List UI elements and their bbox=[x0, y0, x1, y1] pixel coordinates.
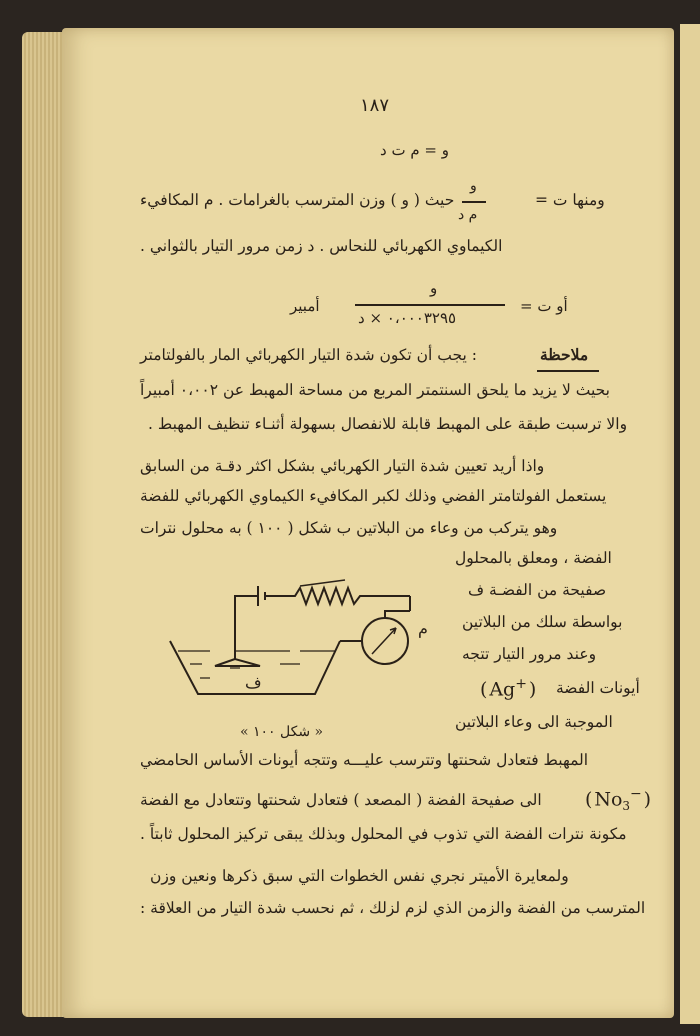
side-text-line-4: وعند مرور التيار تتجه bbox=[462, 645, 597, 663]
equation-2-denominator: ٠،٠٠٠٣٢٩٥ × د bbox=[358, 309, 457, 327]
paragraph-2-line-1: واذا أريد تعيين شدة التيار الكهربائي بشكل اكثر دقـة من السابق bbox=[140, 457, 545, 475]
wire-left bbox=[235, 596, 258, 636]
equation-1: و = م ت د bbox=[380, 141, 449, 159]
nitrate-ion-formula: ( $No_3^-$ ) bbox=[585, 786, 652, 814]
silver-ion-symbol: Ag bbox=[489, 678, 516, 701]
page-number: ١٨٧ bbox=[360, 95, 390, 116]
silver-ion-formula: ( Ag+ ) bbox=[480, 676, 537, 701]
nitrate-ion-subscript: 3 bbox=[622, 799, 631, 814]
equation-2-bar bbox=[355, 304, 505, 306]
paragraph-3-line-1: المهبط فتعادل شحنتها وتترسب عليـــه وتتجه أيونات الأساس الحامضي bbox=[140, 751, 589, 769]
next-page-edge bbox=[680, 24, 700, 1024]
paragraph-2-line-3: وهو يتركب من وعاء من البلاتين ب شكل ( ١٠٠ ) به محلول نترات bbox=[140, 519, 558, 537]
equation-2-numerator: و bbox=[430, 279, 438, 297]
note-line-1: : يجب أن تكون شدة التيار الكهربائي المار بالفولتامتر bbox=[140, 346, 477, 364]
rheostat bbox=[265, 588, 410, 604]
note-line-2: بحيث لا يزيد ما يلحق السنتمتر المربع من مساحة المهبط عن ٠،٠٠٢ أمبيراً bbox=[140, 381, 610, 399]
paragraph-4-line-1: ولمعايرة الأميتر نجري نفس الخطوات التي سبق ذكرها ونعين وزن bbox=[150, 867, 569, 885]
rheostat-slider bbox=[300, 580, 345, 586]
text-line-from-b: حيث ( و ) وزن المترسب بالغرامات . م المكافيء bbox=[140, 191, 455, 209]
wire-ammeter-top bbox=[385, 611, 410, 618]
equation-2-lhs: أو ت = bbox=[520, 297, 568, 315]
fraction-1-bar bbox=[462, 201, 486, 203]
side-text-line-5: أيونات الفضة bbox=[556, 679, 640, 697]
figure-caption: « شكل ١٠٠ » bbox=[240, 724, 324, 740]
paragraph-4-line-2: المترسب من الفضة والزمن الذي لزم لزلك ، ثم نحسب شدة التيار من العلاقة : bbox=[140, 899, 646, 917]
label-f: ف bbox=[245, 673, 262, 692]
fraction-1-denominator: م د bbox=[458, 207, 478, 223]
side-text-line-2: صفيحة من الفضـة ف bbox=[468, 581, 607, 599]
paragraph-3-line-2: الى صفيحة الفضة ( المصعد ) فتعادل شحنتها وتتعادل مع الفضة bbox=[140, 791, 542, 809]
note-label: ملاحظة bbox=[540, 345, 589, 364]
text-line-from-a: ومنها ت = bbox=[535, 191, 605, 209]
equation-2-unit: أمبير bbox=[290, 297, 320, 315]
fraction-1-numerator: و bbox=[470, 178, 477, 194]
nitrate-ion-charge: − bbox=[630, 786, 642, 802]
side-text-line-6: الموجبة الى وعاء البلاتين bbox=[455, 713, 613, 731]
side-text-line-1: الفضة ، ومعلق بالمحلول bbox=[455, 549, 612, 567]
side-text-line-3: بواسطة سلك من البلاتين bbox=[462, 613, 623, 631]
silver-ion-charge: + bbox=[515, 676, 527, 692]
paragraph-3-line-3: مكونة نترات الفضة التي تذوب في المحلول وبذلك يبقى تركيز المحلول ثابتاً . bbox=[140, 825, 627, 843]
paragraph-2-line-2: يستعمل الفولتامتر الفضي وذلك لكبر المكافيء الكيماوي الكهربائي للفضة bbox=[140, 487, 607, 505]
battery-symbol bbox=[258, 586, 265, 606]
ammeter-needle bbox=[372, 628, 396, 654]
note-underline bbox=[537, 370, 599, 372]
silver-plate-anode bbox=[215, 659, 260, 666]
silver-voltameter-figure bbox=[140, 566, 450, 716]
text-line-definition-2: الكيماوي الكهربائي للنحاس . د زمن مرور التيار بالثواني . bbox=[140, 237, 503, 255]
nitrate-ion-symbol: No bbox=[594, 788, 623, 811]
label-m: م bbox=[418, 619, 428, 638]
note-line-3: والا ترسبت طبقة على المهبط قابلة للانفصال بسهولة أثنـاء تنظيف المهبط . bbox=[148, 415, 628, 433]
